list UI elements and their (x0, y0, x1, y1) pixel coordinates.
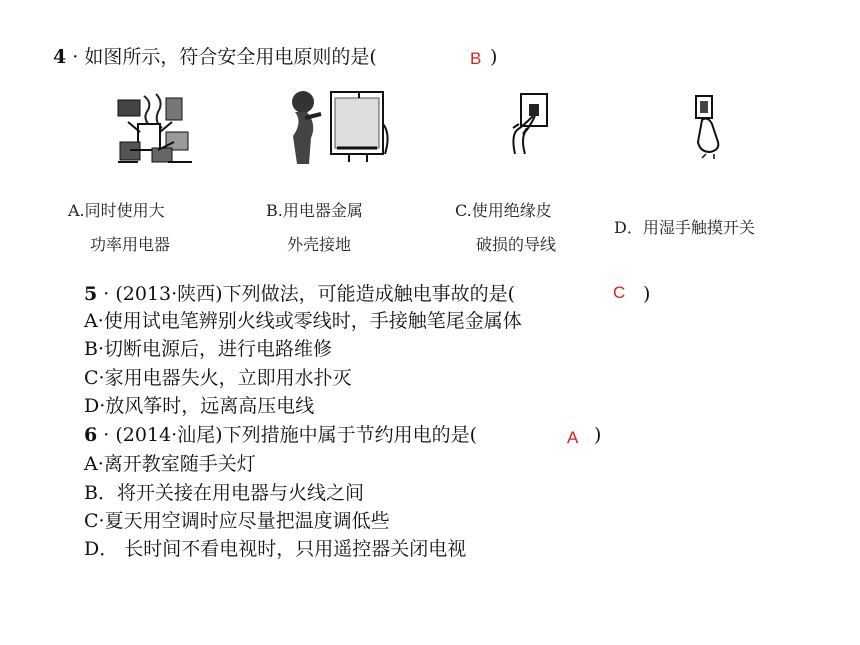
q5-stem: (2013·陕西)下列做法，可能造成触电事故的是( (115, 283, 516, 305)
q4-option-a-line1: A.同时使用大 (68, 201, 165, 220)
wet-hand-switch-icon (688, 92, 730, 160)
q6-number: 6 (84, 424, 98, 446)
q5-number: 5 (84, 283, 98, 305)
q5-answer: C (613, 283, 626, 302)
q4-option-c-line1: C.使用绝缘皮 (455, 201, 552, 220)
q4-option-b-line1: B.用电器金属 (266, 201, 363, 220)
q4-stem: 如图所示，符合安全用电原则的是( (84, 46, 377, 68)
q6-option-d: D． 长时间不看电视时，只用遥控器关闭电视 (84, 538, 467, 560)
q4-option-c-line2: 破损的导线 (476, 235, 557, 254)
q5-option-c: C·家用电器失火，立即用水扑灭 (84, 367, 352, 389)
q6-option-b: B．将开关接在用电器与火线之间 (84, 482, 364, 504)
q5-option-b: B·切断电源后，进行电路维修 (84, 338, 333, 360)
grounded-appliance-icon (287, 84, 397, 166)
q4-option-b-line2: 外壳接地 (287, 235, 352, 254)
q4-stem-line (53, 45, 377, 69)
q6-option-c: C·夏天用空调时应尽量把温度调低些 (84, 510, 390, 532)
q5-option-a: A·使用试电笔辨别火线或零线时，手接触笔尾金属体 (84, 310, 522, 332)
q4-option-a-line2: 功率用电器 (90, 235, 171, 254)
q6-option-a: A·离开教室随手关灯 (84, 453, 256, 475)
q5-stem-line (84, 282, 515, 306)
q6-answer: A (567, 428, 579, 447)
q4-number: 4 (53, 46, 67, 68)
q4-close: ) (490, 46, 498, 68)
damaged-plug-icon (505, 90, 557, 158)
q5-option-d: D·放风筝时，远离高压电线 (84, 395, 315, 417)
overloaded-outlet-icon (108, 92, 200, 170)
q6-stem-line (84, 423, 477, 447)
q6-close: ) (594, 424, 602, 446)
q5-close: ) (643, 283, 651, 305)
q6-stem: (2014·汕尾)下列措施中属于节约用电的是( (115, 424, 478, 446)
q4-sep: · (72, 46, 79, 68)
q4-answer: B (470, 49, 482, 68)
q5-sep: · (103, 283, 110, 305)
q6-sep: · (103, 424, 110, 446)
q4-option-d: D．用湿手触摸开关 (614, 218, 755, 237)
